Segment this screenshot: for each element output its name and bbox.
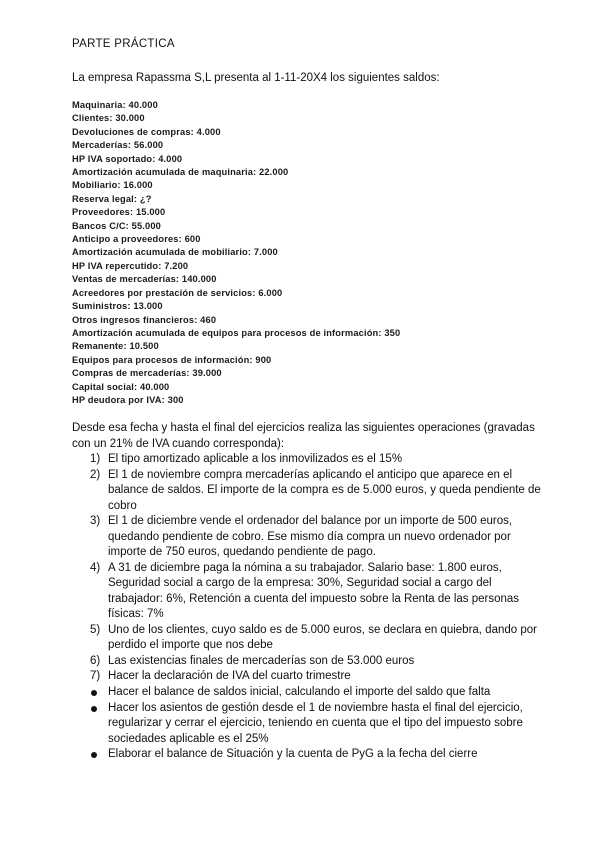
operation-number: 7) bbox=[90, 670, 101, 682]
task-item bbox=[72, 747, 542, 763]
balance-item: Mobiliario: 16.000 bbox=[72, 180, 153, 191]
balance-item: Capital social: 40.000 bbox=[72, 381, 170, 392]
operation-text: A 31 de diciembre paga la nómina a su trabajador. Salario base: 1.800 euros, Seguridad social a cargo de la empresa: 30%, Seguridad social a cargo del trabajador: 6%, Retención a cuenta del impuesto sobre la Renta de las personas físicas: 7% bbox=[108, 561, 520, 620]
balance-item: Compras de mercaderías: 39.000 bbox=[72, 368, 222, 379]
balance-item: HP IVA soportado: 4.000 bbox=[72, 153, 183, 164]
balance-item: HP IVA repercutido: 7.200 bbox=[72, 260, 189, 271]
operation-text: El 1 de noviembre compra mercaderías aplicando el anticipo que aparece en el balance de saldos. El importe de la compra es de 5.000 euros, y queda pendiente de cobro bbox=[108, 468, 541, 512]
balance-item: Otros ingresos financieros: 460 bbox=[72, 314, 217, 325]
page-title: PARTE PRÁCTICA bbox=[72, 38, 175, 50]
operation-text: Uno de los clientes, cuyo saldo es de 5.000 euros, se declara en quiebra, dando por perdido el importe que nos debe bbox=[108, 623, 537, 651]
operation-number: 6) bbox=[90, 654, 101, 667]
balance-item: Acreedores por prestación de servicios: 6.000 bbox=[72, 287, 283, 298]
operation-text: El tipo amortizado aplicable a los inmovilizados es el 15% bbox=[108, 453, 403, 465]
balance-item: Maquinaria: 40.000 bbox=[72, 100, 158, 110]
intro-text: La empresa Rapassma S,L presenta al 1-11-20X4 los siguientes saldos: bbox=[72, 72, 440, 84]
operation-text: Hacer la declaración de IVA del cuarto trimestre bbox=[108, 670, 351, 682]
balance-item: Equipos para procesos de información: 900 bbox=[72, 354, 272, 365]
operations-intro: Desde esa fecha y hasta el final del ejercicios realiza las siguientes operaciones (gravadas con un 21% de IVA cuando corresponda): bbox=[72, 422, 535, 450]
balance-item: Anticipo a proveedores: 600 bbox=[72, 234, 201, 245]
operation-text: El 1 de diciembre vende el ordenador del balance por un importe de 500 euros, quedando pendiente de cobro. Ese mismo día compra un nuevo ordenador por importe de 750 euros, quedando pendiente de pago. bbox=[108, 515, 513, 558]
operation-item bbox=[72, 669, 542, 685]
operation-text: Las existencias finales de mercaderías son de 53.000 euros bbox=[108, 654, 415, 667]
bullet-icon bbox=[91, 690, 97, 696]
task-item bbox=[72, 685, 542, 701]
balance-item: Bancos C/C: 55.000 bbox=[72, 220, 161, 231]
balance-item: Ventas de mercaderías: 140.000 bbox=[72, 274, 217, 285]
operation-item bbox=[72, 623, 542, 654]
balance-item: HP deudora por IVA: 300 bbox=[72, 394, 184, 405]
operation-item bbox=[72, 514, 542, 561]
operation-number: 2) bbox=[90, 468, 101, 481]
balance-item: Amortización acumulada de equipos para procesos de información: 350 bbox=[72, 327, 401, 338]
operation-item bbox=[72, 654, 542, 670]
operation-item bbox=[72, 468, 542, 515]
task-item bbox=[72, 701, 542, 748]
operations-list bbox=[72, 452, 542, 685]
balance-item: Suministros: 13.000 bbox=[72, 301, 163, 312]
balance-list bbox=[72, 99, 400, 407]
operation-item bbox=[72, 452, 542, 468]
balance-item: Amortización acumulada de maquinaria: 22.000 bbox=[72, 167, 289, 178]
balance-item: Devoluciones de compras: 4.000 bbox=[72, 126, 221, 137]
bullet-icon bbox=[91, 752, 97, 758]
balance-item: Remanente: 10.500 bbox=[72, 341, 159, 352]
balance-item: Proveedores: 15.000 bbox=[72, 207, 166, 218]
operation-number: 5) bbox=[90, 623, 101, 636]
task-text: Hacer los asientos de gestión desde el 1 de noviembre hasta el final del ejercicio, regularizar y cerrar el ejercicio, teniendo en cuenta que el tipo del impuesto sobre sociedades aplicable es el 25% bbox=[108, 701, 523, 745]
bullet-icon bbox=[91, 706, 97, 712]
balance-item: Mercaderías: 56.000 bbox=[72, 140, 164, 151]
operation-number: 1) bbox=[90, 453, 101, 465]
task-text: Elaborar el balance de Situación y la cuenta de PyG a la fecha del cierre bbox=[108, 748, 478, 760]
task-text: Hacer el balance de saldos inicial, calculando el importe del saldo que falta bbox=[108, 686, 491, 698]
balance-item: Amortización acumulada de mobiliario: 7.000 bbox=[72, 247, 278, 258]
operation-number: 4) bbox=[90, 561, 101, 574]
operation-item bbox=[72, 561, 542, 623]
operation-number: 3) bbox=[90, 515, 101, 527]
tasks-list bbox=[72, 685, 542, 763]
balance-item: Reserva legal: ¿? bbox=[72, 193, 152, 204]
balance-item: Clientes: 30.000 bbox=[72, 113, 145, 124]
